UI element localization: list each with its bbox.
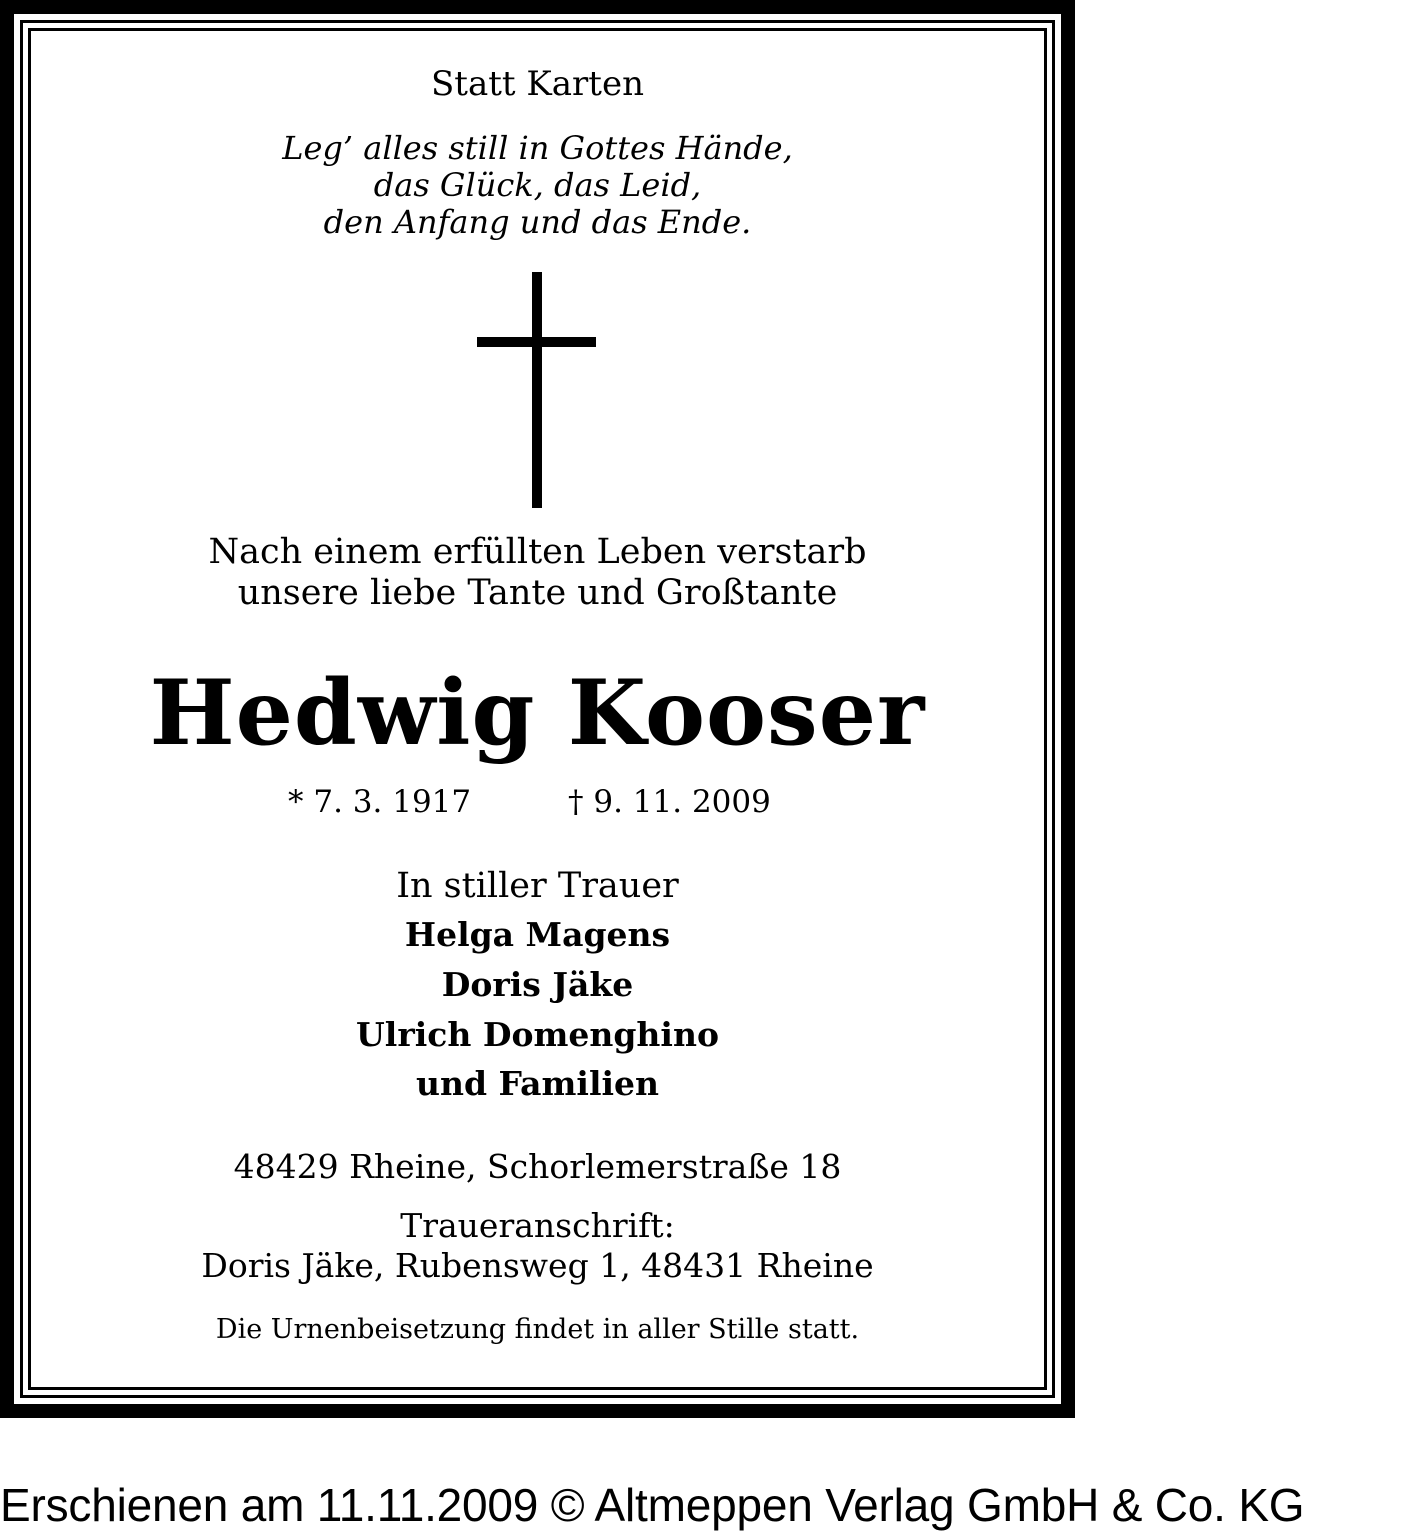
poem-line-2: das Glück, das Leid, [373,166,702,204]
mourning-address-label: Traueranschrift: [400,1206,675,1245]
intro-line-1: Nach einem erfüllten Leben verstarb [208,532,867,572]
birth-date: * 7. 3. 1917 [288,784,472,820]
mourning-address: Doris Jäke, Rubensweg 1, 48431 Rheine [201,1246,874,1285]
mourner-name: Helga Magens [404,915,671,954]
poem-line-1: Leg’ alles still in Gottes Hände, [282,129,793,167]
intro-line-2: unsere liebe Tante und Großtante [237,573,838,613]
mourner-name: Doris Jäke [441,965,634,1004]
death-date: † 9. 11. 2009 [568,784,771,820]
deceased-name: Hedwig Kooser [149,660,926,766]
mourning-label: In stiller Trauer [396,866,679,906]
poem-line-3: den Anfang und das Ende. [323,203,752,241]
header-statt-karten: Statt Karten [431,64,644,104]
publication-footer: Erschienen am 11.11.2009 © Altmeppen Verlag GmbH & Co. KG [0,1479,1305,1531]
cross-horizontal-bar [477,337,596,347]
mourner-name: und Familien [415,1064,660,1103]
burial-note: Die Urnenbeisetzung findet in aller Stille statt. [215,1314,860,1345]
mourner-name: Ulrich Domenghino [356,1015,719,1054]
home-address: 48429 Rheine, Schorlemerstraße 18 [233,1147,842,1186]
cross-vertical-bar [532,272,542,508]
